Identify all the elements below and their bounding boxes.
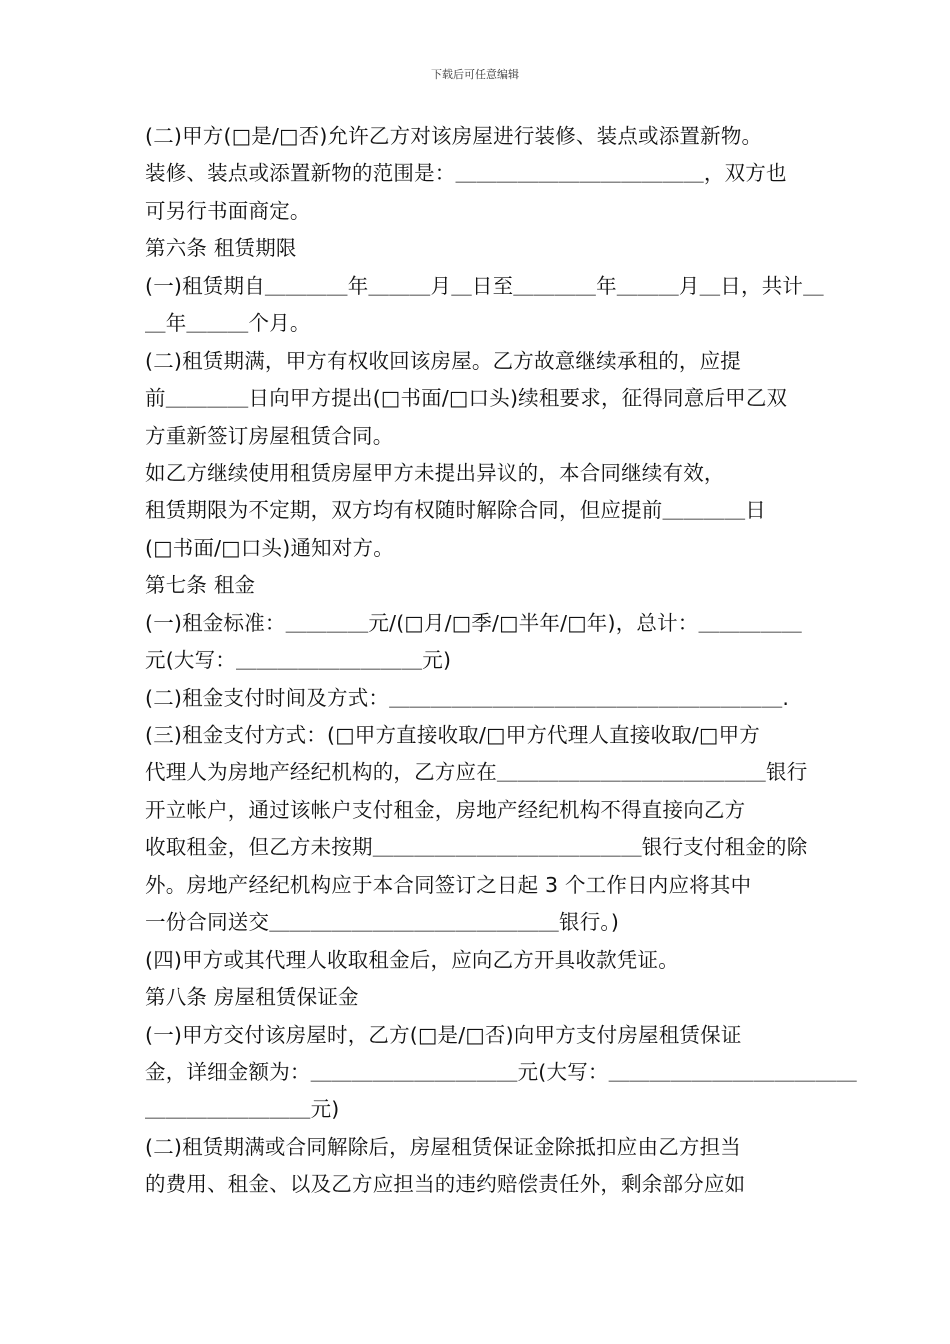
text-line: 开立帐户，通过该帐户支付租金，房地产经纪机构不得直接向乙方	[145, 797, 746, 822]
text-line: (一)甲方交付该房屋时，乙方(□是/□否)向甲方支付房屋租赁保证	[145, 1022, 742, 1047]
text-line: 元(大写：＿＿＿＿＿＿＿＿＿元)	[145, 648, 452, 673]
text-line: 代理人为房地产经纪机构的，乙方应在＿＿＿＿＿＿＿＿＿＿＿＿＿银行	[145, 760, 808, 785]
page-header: 下载后可任意编辑	[431, 68, 519, 81]
text-line: 可另行书面商定。	[145, 198, 311, 223]
text-line: 方重新签订房屋租赁合同。	[145, 423, 394, 448]
text-line: (□书面/□口头)通知对方。	[145, 535, 394, 560]
text-line: (二)甲方(□是/□否)允许乙方对该房屋进行装修、装点或添置新物。	[145, 124, 763, 148]
text-line: 装修、装点或添置新物的范围是：＿＿＿＿＿＿＿＿＿＿＿＿，双方也	[145, 161, 787, 186]
text-line: 租赁期限为不定期，双方均有权随时解除合同，但应提前＿＿＿＿日	[145, 498, 766, 523]
text-line: 收取租金，但乙方未按期＿＿＿＿＿＿＿＿＿＿＿＿＿银行支付租金的除	[145, 835, 808, 860]
text-line: 外。房地产经纪机构应于本合同签订之日起 3 个工作日内应将其中	[145, 872, 752, 897]
text-line: 前＿＿＿＿日向甲方提出(□书面/□口头)续租要求，征得同意后甲乙双	[145, 386, 788, 411]
text-line: (四)甲方或其代理人收取租金后，应向乙方开具收款凭证。	[145, 947, 679, 972]
text-line: 如乙方继续使用租赁房屋甲方未提出异议的，本合同继续有效，	[145, 460, 725, 485]
text-line: (一)租金标准：＿＿＿＿元/(□月/□季/□半年/□年)，总计：＿＿＿＿＿	[145, 610, 802, 635]
section-heading-article-6: 第六条 租赁期限	[145, 236, 297, 261]
section-heading-article-7: 第七条 租金	[145, 573, 256, 598]
document-body	[145, 118, 857, 1204]
text-line: (二)租金支付时间及方式：＿＿＿＿＿＿＿＿＿＿＿＿＿＿＿＿＿＿＿.	[145, 685, 790, 710]
text-line: 金，详细金额为：＿＿＿＿＿＿＿＿＿＿元(大写：＿＿＿＿＿＿＿＿＿＿＿＿	[145, 1059, 857, 1084]
text-line: 一份合同送交＿＿＿＿＿＿＿＿＿＿＿＿＿＿银行。)	[145, 910, 620, 935]
text-line: (二)租赁期满或合同解除后，房屋租赁保证金除抵扣应由乙方担当	[145, 1134, 741, 1159]
section-heading-article-8: 第八条 房屋租赁保证金	[145, 985, 359, 1010]
text-line: ＿＿＿＿＿＿＿＿元)	[145, 1097, 340, 1122]
text-line: (二)租赁期满，甲方有权收回该房屋。乙方故意继续承租的，应提	[145, 348, 741, 373]
text-line: ＿年＿＿＿个月。	[145, 311, 311, 336]
text-line: 的费用、租金、以及乙方应担当的违约赔偿责任外，剩余部分应如	[145, 1172, 746, 1197]
text-line: (三)租金支付方式：(□甲方直接收取/□甲方代理人直接收取/□甲方	[145, 723, 761, 747]
text-line: (一)租赁期自＿＿＿＿年＿＿＿月＿日至＿＿＿＿年＿＿＿月＿日，共计＿	[145, 273, 824, 298]
